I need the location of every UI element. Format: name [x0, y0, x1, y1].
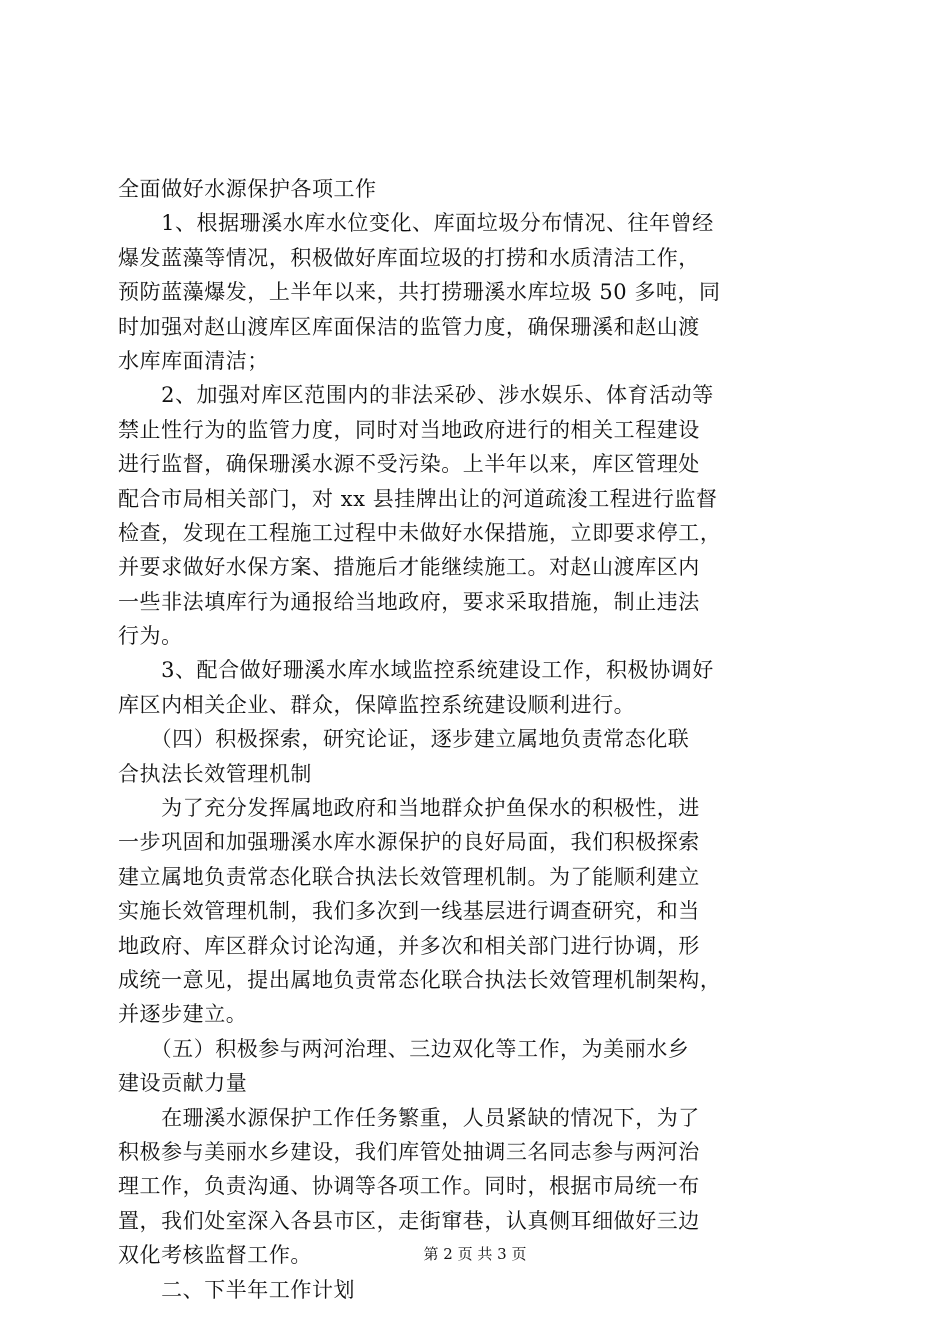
section-heading-line: 建设贡献力量: [118, 1071, 248, 1096]
text-line: 时加强对赵山渡库区库面保洁的监管力度，确保珊溪和赵山渡: [118, 314, 700, 339]
text-line: 水库库面清洁；: [118, 348, 269, 373]
text-line: 行为。: [118, 624, 183, 649]
text-line: 预防蓝藻爆发，上半年以来，共打捞珊溪水库垃圾 50 多吨，同: [118, 280, 721, 305]
text-line: 1、根据珊溪水库水位变化、库面垃圾分布情况、往年曾经: [118, 211, 714, 236]
page-number-footer: 第 2 页 共 3 页: [423, 1245, 527, 1263]
text-line: 爆发蓝藻等情况，积极做好库面垃圾的打捞和水质清洁工作，: [118, 245, 700, 270]
text-line: 2、加强对库区范围内的非法采砂、涉水娱乐、体育活动等: [118, 383, 714, 408]
text-line: 建立属地负责常态化联合执法长效管理机制。为了能顺利建立: [118, 864, 700, 889]
section-heading-line: （五）积极参与两河治理、三边双化等工作，为美丽水乡: [118, 1036, 690, 1061]
text-line: 地政府、库区群众讨论沟通，并多次和相关部门进行协调，形: [118, 933, 700, 958]
text-line: 双化考核监督工作。: [118, 1243, 312, 1268]
text-line: 一步巩固和加强珊溪水库水源保护的良好局面，我们积极探索: [118, 830, 700, 855]
text-line: 在珊溪水源保护工作任务繁重，人员紧缺的情况下，为了: [118, 1105, 700, 1130]
section-heading-line: 二、下半年工作计划: [118, 1277, 356, 1302]
text-line: 实施长效管理机制，我们多次到一线基层进行调查研究，和当: [118, 899, 700, 924]
text-line: 成统一意见，提出属地负责常态化联合执法长效管理机制架构，: [118, 967, 722, 992]
text-line: 配合市局相关部门，对 xx 县挂牌出让的河道疏浚工程进行监督: [118, 486, 718, 511]
text-line: 并逐步建立。: [118, 1002, 248, 1027]
text-line: 理工作，负责沟通、协调等各项工作。同时，根据市局统一布: [118, 1174, 700, 1199]
text-line: 检查，发现在工程施工过程中未做好水保措施，立即要求停工，: [118, 520, 722, 545]
text-line: 禁止性行为的监管力度，同时对当地政府进行的相关工程建设: [118, 417, 700, 442]
text-line: 积极参与美丽水乡建设，我们库管处抽调三名同志参与两河治: [118, 1139, 700, 1164]
text-line: 库区内相关企业、群众，保障监控系统建设顺利进行。: [118, 692, 636, 717]
text-line: 置，我们处室深入各县市区，走街窜巷，认真侧耳细做好三边: [118, 1208, 700, 1233]
body-text: [118, 172, 834, 1307]
section-heading-line: （四）积极探索，研究论证，逐步建立属地负责常态化联: [118, 727, 690, 752]
text-line: 进行监督，确保珊溪水源不受污染。上半年以来，库区管理处: [118, 452, 700, 477]
text-line: 全面做好水源保护各项工作: [118, 177, 377, 201]
text-line: 一些非法填库行为通报给当地政府，要求采取措施，制止违法: [118, 589, 700, 614]
text-line: 3、配合做好珊溪水库水域监控系统建设工作，积极协调好: [118, 658, 714, 683]
text-line: 为了充分发挥属地政府和当地群众护鱼保水的积极性，进: [118, 796, 700, 821]
section-heading-line: 合执法长效管理机制: [118, 761, 312, 786]
text-line: 并要求做好水保方案、措施后才能继续施工。对赵山渡库区内: [118, 555, 700, 580]
